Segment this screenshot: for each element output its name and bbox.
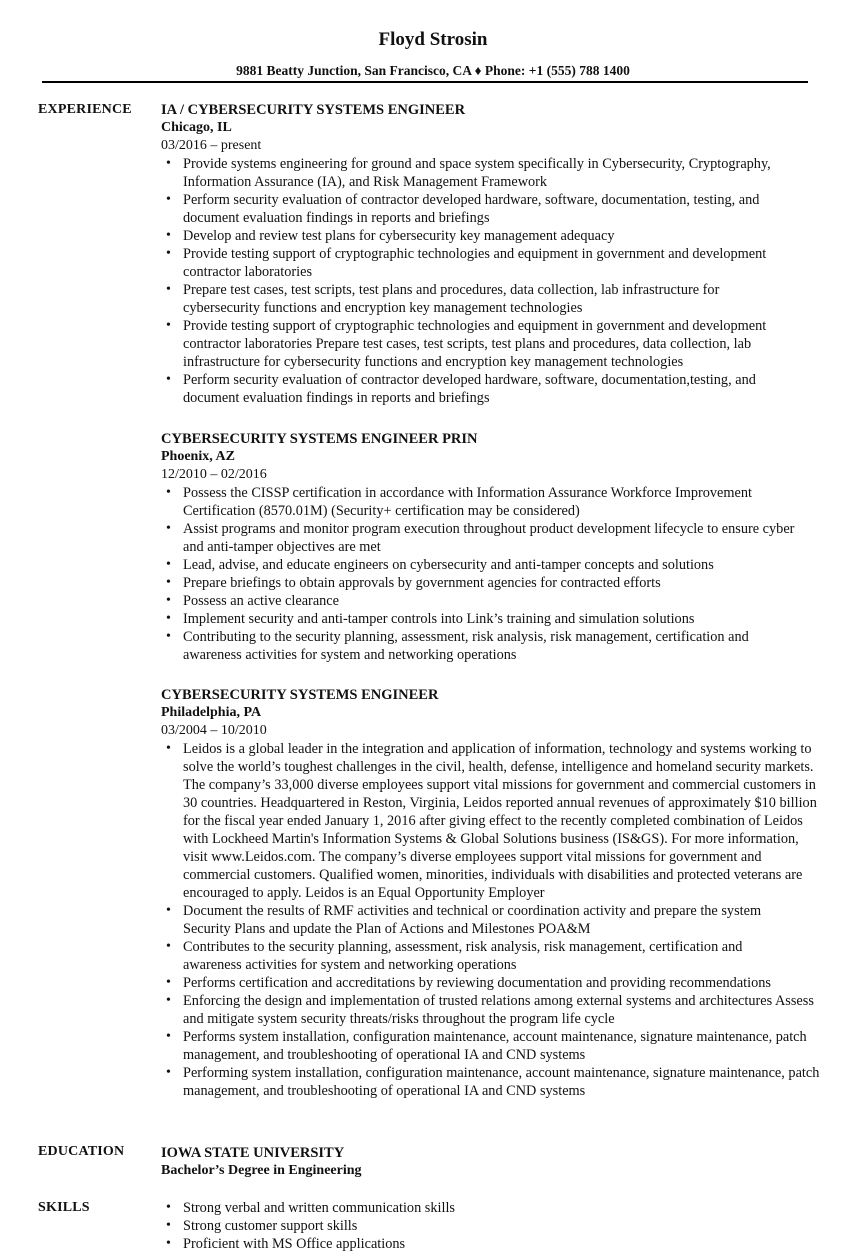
bullet-item: • Performing system installation, configuration maintenance, account maintenance, signature maintenance, patch management, and troubleshooting of operational IA and CND systems xyxy=(161,1064,821,1100)
bullet-item: • Prepare briefings to obtain approvals by government agencies for contracted efforts xyxy=(161,574,797,592)
skills-list xyxy=(161,1199,821,1253)
skill-item: • Strong verbal and written communication skills xyxy=(161,1199,821,1217)
experience-section-label: EXPERIENCE xyxy=(38,102,132,117)
bullet-item: • Provide testing support of cryptographic technologies and equipment in government and development contractor laboratories Prepare test cases, test scripts, test plans and procedures, data collection, lab infrastructure for cybersecurity functions and encryption key management technologies xyxy=(161,317,797,371)
bullet-item: • Performs certification and accreditations by reviewing documentation and providing recommendations xyxy=(161,974,821,992)
contact-line: 9881 Beatty Junction, San Francisco, CA ♦ Phone: +1 (555) 788 1400 xyxy=(236,63,630,78)
bullet-item: • Possess the CISSP certification in accordance with Information Assurance Workforce Improvement Certification (8570.01M) (Security+ certification may be considered) xyxy=(161,484,797,520)
job-bullets xyxy=(161,740,821,1100)
bullet-item: • Performs system installation, configuration maintenance, account maintenance, signature maintenance, patch management, and troubleshooting of operational IA and CND systems xyxy=(161,1028,821,1064)
bullet-item: • Assist programs and monitor program execution throughout product development lifecycle to ensure cyber and anti-tamper objectives are met xyxy=(161,520,797,556)
job-bullets xyxy=(161,484,797,664)
bullet-item: • Enforcing the design and implementation of trusted relations among external systems and architectures Assess and mitigate system security threats/risks throughout the program life cycle xyxy=(161,992,821,1028)
job-entry-2 xyxy=(161,430,821,664)
job-title: CYBERSECURITY SYSTEMS ENGINEER xyxy=(161,687,439,703)
bullet-item: • Provide systems engineering for ground and space system specifically in Cybersecurity, Cryptography, Information Assurance (IA), and Risk Management Framework xyxy=(161,155,797,191)
bullet-item: • Prepare test cases, test scripts, test plans and procedures, data collection, lab infrastructure for cybersecurity functions and encryption key management technologies xyxy=(161,281,797,317)
skills-section-label: SKILLS xyxy=(38,1200,90,1215)
bullet-item: • Provide testing support of cryptographic technologies and equipment in government and development contractor laboratories xyxy=(161,245,797,281)
education-entry xyxy=(161,1144,821,1180)
job-dates: 03/2016 – present xyxy=(161,138,262,153)
skill-item: • Strong customer support skills xyxy=(161,1217,821,1235)
bullet-item: • Perform security evaluation of contractor developed hardware, software, documentation, testing, and document evaluation findings in reports and briefings xyxy=(161,191,797,227)
job-title: IA / CYBERSECURITY SYSTEMS ENGINEER xyxy=(161,102,466,118)
skills-entry xyxy=(161,1199,821,1253)
degree: Bachelor’s Degree in Engineering xyxy=(161,1163,362,1178)
skill-item: • Proficient with MS Office applications xyxy=(161,1235,821,1253)
bullet-item: • Perform security evaluation of contractor developed hardware, software, documentation,testing, and document evaluation findings in reports and briefings xyxy=(161,371,797,407)
bullet-item: • Contributes to the security planning, assessment, risk analysis, risk management, certification and awareness activities for system and networking operations xyxy=(161,938,799,974)
job-dates: 03/2004 – 10/2010 xyxy=(161,723,267,738)
job-location: Philadelphia, PA xyxy=(161,705,262,720)
job-entry-1 xyxy=(161,101,821,407)
school-name: IOWA STATE UNIVERSITY xyxy=(161,1145,345,1161)
education-section-label: EDUCATION xyxy=(38,1144,125,1159)
bullet-item: • Implement security and anti-tamper controls into Link’s training and simulation solutions xyxy=(161,610,797,628)
job-location: Phoenix, AZ xyxy=(161,449,235,464)
job-location: Chicago, IL xyxy=(161,120,232,135)
job-dates: 12/2010 – 02/2016 xyxy=(161,467,267,482)
bullet-item: • Contributing to the security planning, assessment, risk analysis, risk management, certification and awareness activities for system and networking operations xyxy=(161,628,797,664)
bullet-item: • Leidos is a global leader in the integration and application of information, technology and systems working to solve the world’s toughest challenges in the civil, health, defense, intelligence and homeland security markets. The company’s 33,000 diverse employees support vital missions for government and commercial customers in 30 countries. Headquartered in Reston, Virginia, Leidos reported annual revenues of approximately $10 billion for the fiscal year ended January 1, 2016 after giving effect to the recently completed combination of Leidos with Lockheed Martin's Information Systems & Global Solutions business (IS&GS). For more information, visit www.Leidos.com. The company’s diverse employees support vital missions for government and commercial customers. Qualified women, minorities, individuals with disabilities and protected veterans are encouraged to apply. Leidos is an Equal Opportunity Employer xyxy=(161,740,821,902)
candidate-name: Floyd Strosin xyxy=(378,29,488,50)
job-title: CYBERSECURITY SYSTEMS ENGINEER PRIN xyxy=(161,431,478,447)
header-divider xyxy=(42,81,808,83)
job-bullets xyxy=(161,155,797,407)
job-entry-3 xyxy=(161,686,821,1100)
bullet-item: • Lead, advise, and educate engineers on cybersecurity and anti-tamper concepts and solutions xyxy=(161,556,797,574)
bullet-item: • Document the results of RMF activities and technical or coordination activity and prepare the system Security Plans and update the Plan of Actions and Milestones POA&M xyxy=(161,902,799,938)
bullet-item: • Develop and review test plans for cybersecurity key management adequacy xyxy=(161,227,797,245)
bullet-item: • Possess an active clearance xyxy=(161,592,797,610)
